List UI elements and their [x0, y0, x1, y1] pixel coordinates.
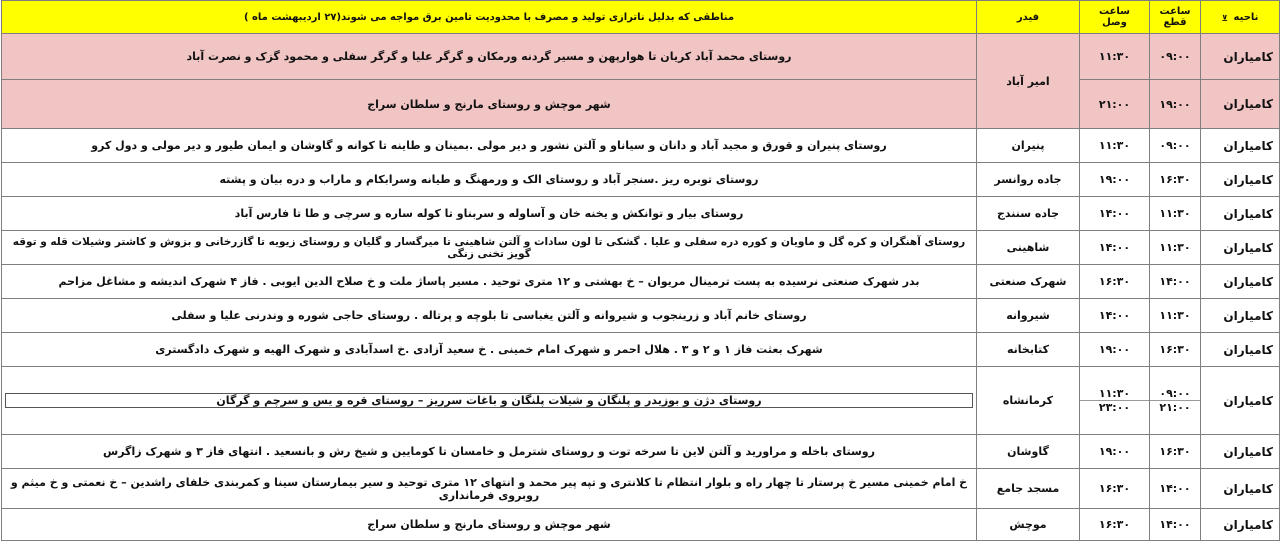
feeder-cell: کرمانشاه: [977, 367, 1080, 435]
header-region[interactable]: ناحیه ⊻: [1201, 1, 1280, 34]
cut-time-cell: ۱۶:۳۰: [1150, 435, 1201, 469]
connect-time-cell: ۲۱:۰۰: [1080, 80, 1150, 129]
cut-time-cell: ۱۶:۳۰: [1150, 333, 1201, 367]
header-connect-time: ساعت وصل: [1080, 1, 1150, 34]
region-cell: کامیاران: [1201, 469, 1280, 509]
feeder-cell: کتابخانه: [977, 333, 1080, 367]
table-row: [2, 367, 1280, 435]
areas-cell: شهر موچش و روستای مارنج و سلطان سراج: [2, 80, 977, 129]
filter-icon[interactable]: ⊻: [1221, 13, 1229, 23]
cut-time-cell: ۱۹:۰۰: [1150, 80, 1201, 129]
connect-time-2: ۲۳:۰۰: [1080, 400, 1149, 414]
region-cell: کامیاران: [1201, 333, 1280, 367]
table-row: [2, 80, 1280, 129]
connect-time-cell: ۱۶:۳۰: [1080, 265, 1150, 299]
areas-cell: روستای بیار و توانکش و یخنه خان و آساوله و سربناو تا کوله ساره و سرچی و طا تا فارس آباد: [2, 197, 977, 231]
cut-time-cell: ۰۹:۰۰: [1150, 129, 1201, 163]
cut-time-cell: ۱۴:۰۰: [1150, 469, 1201, 509]
table-row: [2, 197, 1280, 231]
feeder-cell: مسجد جامع: [977, 469, 1080, 509]
connect-time-cell: ۱۶:۳۰: [1080, 469, 1150, 509]
areas-cell: [2, 367, 977, 435]
cut-time-cell: ۱۱:۳۰: [1150, 197, 1201, 231]
areas-cell: روستای باخله و مراورید و آلتن لاین تا سرخه توت و روستای شترمل و خامسان تا کومایین و شیخ رش و بانسعید . انتهای فاز ۳ و شهرک زاگرس: [2, 435, 977, 469]
header-feeder: فیدر: [977, 1, 1080, 34]
power-outage-table: [1, 0, 1280, 541]
cut-time-cell: ۱۱:۳۰: [1150, 231, 1201, 265]
feeder-cell: شاهینی: [977, 231, 1080, 265]
table-row: [2, 469, 1280, 509]
header-cut-time: ساعت قطع: [1150, 1, 1201, 34]
region-cell: کامیاران: [1201, 163, 1280, 197]
connect-time-cell: ۱۹:۰۰: [1080, 163, 1150, 197]
areas-cell: روستای محمد آباد کریان تا هوارپهن و مسیر گردنه ورمکان و گرگر علیا و گرگر سفلی و محمود گزک و نصرت آباد: [2, 34, 977, 80]
table-row: [2, 231, 1280, 265]
header-row: [2, 1, 1280, 34]
feeder-cell: جاده سنندج: [977, 197, 1080, 231]
region-cell: کامیاران: [1201, 231, 1280, 265]
cut-time-cell: ۱۶:۳۰: [1150, 163, 1201, 197]
selected-cell-box[interactable]: روستای دژن و بوزیدر و پلنگان و شیلات پلنگان و باغات سرریز – روستای قره و یس و سرچم و گرگان: [5, 393, 973, 408]
table-row: [2, 435, 1280, 469]
areas-cell: شهرک بعثت فاز ۱ و ۲ و ۳ . هلال احمر و شهرک امام خمینی . خ سعید آزادی .خ اسدآبادی و شهرک الهیه و شهرک دادگستری: [2, 333, 977, 367]
table-row: [2, 509, 1280, 541]
connect-time-cell: ۱۶:۳۰: [1080, 509, 1150, 541]
connect-time-cell: ۱۱:۳۰: [1080, 34, 1150, 80]
table-row: [2, 129, 1280, 163]
region-cell: کامیاران: [1201, 265, 1280, 299]
table-row: [2, 34, 1280, 80]
areas-cell: شهر موچش و روستای مارنج و سلطان سراج: [2, 509, 977, 541]
region-cell: کامیاران: [1201, 299, 1280, 333]
areas-cell: روستای آهنگران و کره گل و ماویان و کوره دره سفلی و علیا . گشکی تا لون سادات و آلتن شاهینی تا میرگسار و گلیان و روستای زیویه تا گازرخانی و بزوش و کاشتر وشیلات قله و توقه گویز تخنی زنگی: [2, 231, 977, 265]
areas-cell: خ امام خمینی مسیر خ پرستار تا چهار راه و بلوار انتظام تا کلانتری و تپه پیر محمد و انتهای ۱۲ متری توحید و سیر بیمارستان سینا و کمربندی خلفای راشدین – خ نعمتی و خ میثم و روبروی فرمانداری: [2, 469, 977, 509]
cut-time-1: ۰۹:۰۰: [1159, 387, 1191, 400]
feeder-cell: جاده روانسر: [977, 163, 1080, 197]
connect-time-cell: ۱۴:۰۰: [1080, 197, 1150, 231]
region-cell: کامیاران: [1201, 80, 1280, 129]
areas-cell: روستای توبره ریز .سنجر آباد و روستای الک و ورمهنگ و طیانه وسرابکام و ماراب و دره بیان و پشته: [2, 163, 977, 197]
cut-time-cell: ۱۴:۰۰: [1150, 265, 1201, 299]
areas-cell: بدر شهرک صنعتی نرسیده به پست ترمینال مریوان – خ بهشتی و ۱۲ متری توحید . مسیر پاساژ ملت و خ صلاح الدین ایوبی . فاز ۴ شهرک اندیشه و مشاغل مزاحم: [2, 265, 977, 299]
region-cell: کامیاران: [1201, 34, 1280, 80]
connect-time-cell: ۱۹:۰۰: [1080, 333, 1150, 367]
region-cell: کامیاران: [1201, 509, 1280, 541]
region-cell: کامیاران: [1201, 197, 1280, 231]
region-cell: کامیاران: [1201, 367, 1280, 435]
connect-time-cell: ۱۴:۰۰: [1080, 231, 1150, 265]
table-row: [2, 265, 1280, 299]
cut-time-cell: [1150, 367, 1201, 435]
cut-time-cell: ۰۹:۰۰: [1150, 34, 1201, 80]
feeder-cell: موچش: [977, 509, 1080, 541]
feeder-cell: شهرک صنعتی: [977, 265, 1080, 299]
feeder-cell: امیر آباد: [977, 34, 1080, 129]
connect-time-1: ۱۱:۳۰: [1098, 387, 1131, 400]
feeder-cell: شیروانه: [977, 299, 1080, 333]
cut-time-2: ۲۱:۰۰: [1150, 400, 1200, 414]
connect-time-cell: [1080, 367, 1150, 435]
connect-time-cell: ۱۴:۰۰: [1080, 299, 1150, 333]
table-row: [2, 299, 1280, 333]
cut-time-cell: ۱۱:۳۰: [1150, 299, 1201, 333]
table-row: [2, 163, 1280, 197]
areas-cell: روستای پنیران و قورق و مجید آباد و دانان و سیاناو و آلتن نشور و دیر مولی .بمینان و طاینه تا کوانه و گاوشان و ایمان طیور و دیر مولی و دول کرو: [2, 129, 977, 163]
connect-time-cell: ۱۱:۳۰: [1080, 129, 1150, 163]
region-cell: کامیاران: [1201, 435, 1280, 469]
header-areas: مناطقی که بدلیل ناترازی تولید و مصرف با محدودیت تامین برق مواجه می شوند(۲۷ اردیبهشت ماه ): [2, 1, 977, 34]
table-row: [2, 333, 1280, 367]
feeder-cell: گاوشان: [977, 435, 1080, 469]
connect-time-cell: ۱۹:۰۰: [1080, 435, 1150, 469]
areas-cell: روستای خانم آباد و زرینجوب و شیروانه و آلتن یغباسی تا بلوچه و پرتاله . روستای حاجی شوره و وندرنی علیا و سفلی: [2, 299, 977, 333]
feeder-cell: پنیران: [977, 129, 1080, 163]
cut-time-cell: ۱۴:۰۰: [1150, 509, 1201, 541]
region-cell: کامیاران: [1201, 129, 1280, 163]
